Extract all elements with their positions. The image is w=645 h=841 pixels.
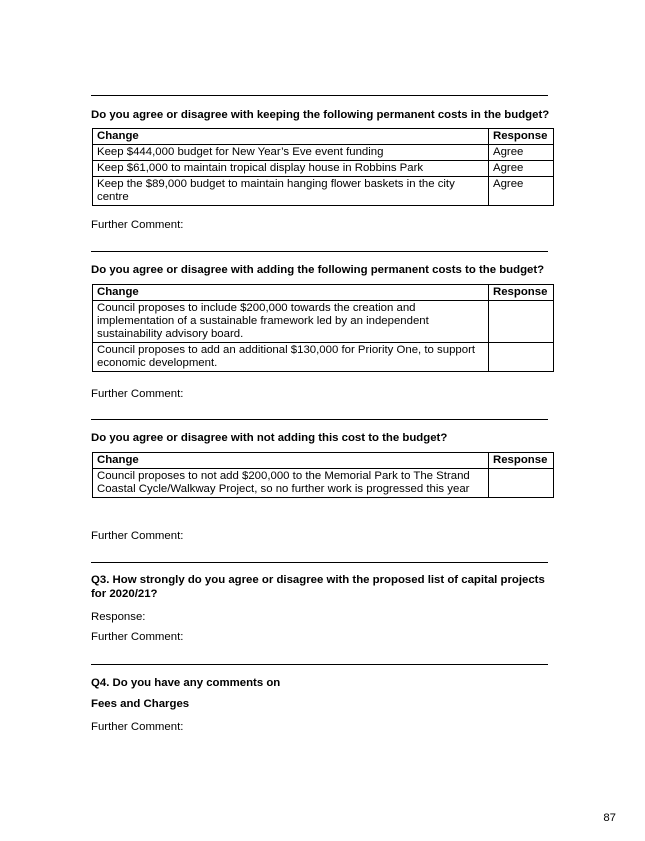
divider bbox=[91, 664, 548, 665]
divider bbox=[91, 562, 548, 563]
divider bbox=[91, 95, 548, 96]
change-cell: Keep $61,000 to maintain tropical display house in Robbins Park bbox=[93, 161, 489, 177]
response-cell: Agree bbox=[489, 161, 554, 177]
divider bbox=[91, 419, 548, 420]
table-row bbox=[93, 301, 554, 343]
q3-question: Q3. How strongly do you agree or disagree with the proposed list of capital projects for 2020/21? bbox=[91, 574, 545, 600]
table-row bbox=[93, 161, 554, 177]
q4-subheading: Fees and Charges bbox=[91, 698, 190, 710]
table-header-row bbox=[93, 129, 554, 145]
table-row bbox=[93, 343, 554, 372]
further-comment-label: Further Comment: bbox=[91, 530, 184, 542]
section1-question: Do you agree or disagree with keeping the following permanent costs in the budget? bbox=[91, 109, 550, 121]
column-header-change: Change bbox=[93, 453, 489, 469]
table-row bbox=[93, 469, 554, 498]
table-row bbox=[93, 177, 554, 206]
section1-table bbox=[92, 128, 554, 206]
further-comment-label: Further Comment: bbox=[91, 631, 184, 643]
change-cell: Council proposes to not add $200,000 to the Memorial Park to The Strand Coastal Cycle/Walkway Project, so no further work is progressed this year bbox=[93, 469, 489, 498]
change-cell: Keep the $89,000 budget to maintain hanging flower baskets in the city centre bbox=[93, 177, 489, 206]
section3-question: Do you agree or disagree with not adding this cost to the budget? bbox=[91, 432, 448, 444]
further-comment-label: Further Comment: bbox=[91, 219, 184, 231]
response-label: Response: bbox=[91, 611, 146, 623]
table-header-row bbox=[93, 453, 554, 469]
change-cell: Council proposes to include $200,000 towards the creation and implementation of a sustainable framework led by an independent sustainability advisory board. bbox=[93, 301, 489, 343]
column-header-response: Response bbox=[489, 129, 554, 145]
section2-question: Do you agree or disagree with adding the following permanent costs to the budget? bbox=[91, 264, 545, 276]
table-row bbox=[93, 145, 554, 161]
response-cell bbox=[489, 469, 554, 498]
column-header-change: Change bbox=[93, 129, 489, 145]
response-cell: Agree bbox=[489, 145, 554, 161]
response-cell bbox=[489, 301, 554, 343]
further-comment-label: Further Comment: bbox=[91, 388, 184, 400]
change-cell: Council proposes to add an additional $130,000 for Priority One, to support economic development. bbox=[93, 343, 489, 372]
column-header-response: Response bbox=[489, 285, 554, 301]
response-cell bbox=[489, 343, 554, 372]
section3-table bbox=[92, 452, 554, 498]
section2-table bbox=[92, 284, 554, 372]
column-header-change: Change bbox=[93, 285, 489, 301]
column-header-response: Response bbox=[489, 453, 554, 469]
q4-question: Q4. Do you have any comments on bbox=[91, 677, 281, 689]
response-cell: Agree bbox=[489, 177, 554, 206]
change-cell: Keep $444,000 budget for New Year’s Eve event funding bbox=[93, 145, 489, 161]
divider bbox=[91, 251, 548, 252]
page-number: 87 bbox=[603, 812, 616, 824]
further-comment-label: Further Comment: bbox=[91, 721, 184, 733]
table-header-row bbox=[93, 285, 554, 301]
